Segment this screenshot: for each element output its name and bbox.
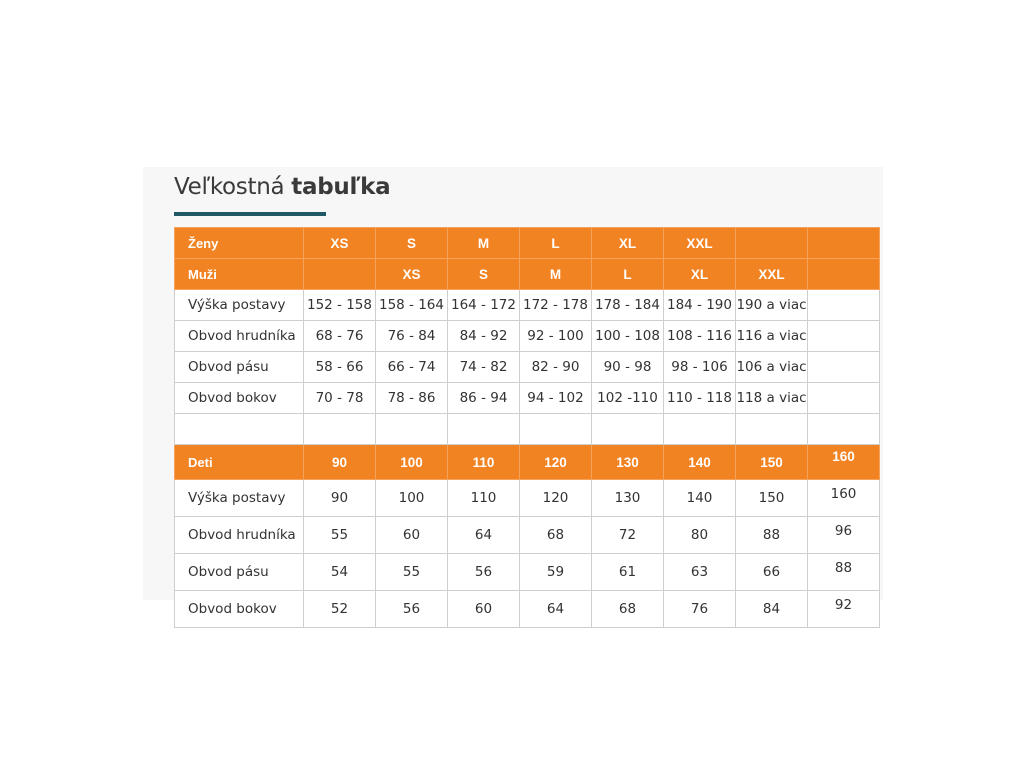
table-cell: 140	[664, 480, 736, 517]
table-cell: 108 - 116	[664, 321, 736, 352]
table-cell: 120	[520, 480, 592, 517]
table-cell: 68 - 76	[304, 321, 376, 352]
table-cell: 110 - 118	[664, 383, 736, 414]
empty-cell	[175, 414, 304, 445]
table-cell: 54	[304, 554, 376, 591]
table-cell: 55	[304, 517, 376, 554]
table-cell: 106 a viac	[736, 352, 808, 383]
row-label: Obvod bokov	[175, 383, 304, 414]
header-cell: XS	[376, 259, 448, 290]
table-cell: 56	[376, 591, 448, 628]
header-cell: S	[448, 259, 520, 290]
table-cell: 56	[448, 554, 520, 591]
header-cell: L	[520, 228, 592, 259]
table-row	[175, 480, 880, 517]
table-cell: 92 - 100	[520, 321, 592, 352]
header-cell: 110	[448, 445, 520, 480]
table-cell: 60	[376, 517, 448, 554]
row-label: Obvod hrudníka	[175, 321, 304, 352]
header-row-men	[175, 259, 880, 290]
table-cell	[808, 352, 880, 383]
table-cell: 78 - 86	[376, 383, 448, 414]
table-cell: 70 - 78	[304, 383, 376, 414]
header-label-women: Ženy	[175, 228, 304, 259]
table-row	[175, 554, 880, 591]
table-cell: 52	[304, 591, 376, 628]
table-cell: 84	[736, 591, 808, 628]
table-cell: 68	[520, 517, 592, 554]
table-cell: 72	[592, 517, 664, 554]
empty-cell	[808, 414, 880, 445]
empty-cell	[448, 414, 520, 445]
table-row	[175, 352, 880, 383]
table-cell: 150	[736, 480, 808, 517]
header-label-kids: Deti	[175, 445, 304, 480]
header-cell: XXL	[664, 228, 736, 259]
table-row	[175, 321, 880, 352]
table-cell: 178 - 184	[592, 290, 664, 321]
row-label: Výška postavy	[175, 290, 304, 321]
table-cell: 96	[808, 517, 880, 554]
table-cell: 68	[592, 591, 664, 628]
spacer-row	[175, 414, 880, 445]
header-cell: 150	[736, 445, 808, 480]
table-cell: 84 - 92	[448, 321, 520, 352]
header-cell	[808, 228, 880, 259]
table-cell: 92	[808, 591, 880, 628]
table-cell: 66	[736, 554, 808, 591]
table-cell: 190 a viac	[736, 290, 808, 321]
table-cell: 94 - 102	[520, 383, 592, 414]
table-row	[175, 383, 880, 414]
header-row-kids	[175, 445, 880, 480]
table-cell: 98 - 106	[664, 352, 736, 383]
table-cell: 130	[592, 480, 664, 517]
table-cell: 61	[592, 554, 664, 591]
row-label: Obvod pásu	[175, 352, 304, 383]
header-cell: 120	[520, 445, 592, 480]
table-cell: 64	[520, 591, 592, 628]
table-cell: 172 - 178	[520, 290, 592, 321]
title-bold: tabuľka	[291, 174, 391, 200]
title-light: Veľkostná	[174, 174, 285, 200]
header-cell: L	[592, 259, 664, 290]
table-cell: 74 - 82	[448, 352, 520, 383]
header-cell: XL	[592, 228, 664, 259]
table-cell: 100 - 108	[592, 321, 664, 352]
row-label: Obvod bokov	[175, 591, 304, 628]
table-cell: 66 - 74	[376, 352, 448, 383]
header-cell: M	[520, 259, 592, 290]
header-cell	[736, 228, 808, 259]
table-cell: 76	[664, 591, 736, 628]
table-cell: 80	[664, 517, 736, 554]
table-cell: 158 - 164	[376, 290, 448, 321]
empty-cell	[736, 414, 808, 445]
title-underline	[174, 212, 326, 216]
table-cell: 90 - 98	[592, 352, 664, 383]
empty-cell	[304, 414, 376, 445]
table-row	[175, 591, 880, 628]
table-cell: 100	[376, 480, 448, 517]
header-cell: 100	[376, 445, 448, 480]
table-row	[175, 290, 880, 321]
header-cell	[808, 259, 880, 290]
table-cell: 116 a viac	[736, 321, 808, 352]
header-cell: 90	[304, 445, 376, 480]
table-cell: 63	[664, 554, 736, 591]
table-cell: 152 - 158	[304, 290, 376, 321]
table-cell	[808, 290, 880, 321]
header-cell	[304, 259, 376, 290]
table-cell: 59	[520, 554, 592, 591]
header-cell: XL	[664, 259, 736, 290]
table-cell: 102 -110	[592, 383, 664, 414]
row-label: Výška postavy	[175, 480, 304, 517]
table-cell: 55	[376, 554, 448, 591]
header-cell: S	[376, 228, 448, 259]
table-cell: 164 - 172	[448, 290, 520, 321]
header-cell: 160	[808, 445, 880, 480]
empty-cell	[592, 414, 664, 445]
empty-cell	[520, 414, 592, 445]
table-row	[175, 517, 880, 554]
empty-cell	[664, 414, 736, 445]
header-cell: 130	[592, 445, 664, 480]
page-title	[174, 174, 390, 200]
table-cell	[808, 321, 880, 352]
table-cell: 184 - 190	[664, 290, 736, 321]
table-cell: 88	[736, 517, 808, 554]
table-cell: 76 - 84	[376, 321, 448, 352]
size-table	[174, 227, 880, 628]
header-cell: XS	[304, 228, 376, 259]
row-label: Obvod hrudníka	[175, 517, 304, 554]
table-cell: 160	[808, 480, 880, 517]
table-cell: 118 a viac	[736, 383, 808, 414]
header-cell: 140	[664, 445, 736, 480]
table-cell: 60	[448, 591, 520, 628]
table-cell: 82 - 90	[520, 352, 592, 383]
header-label-men: Muži	[175, 259, 304, 290]
table-cell: 58 - 66	[304, 352, 376, 383]
table-cell: 90	[304, 480, 376, 517]
row-label: Obvod pásu	[175, 554, 304, 591]
table-cell: 64	[448, 517, 520, 554]
header-row-women	[175, 228, 880, 259]
header-cell: XXL	[736, 259, 808, 290]
table-cell: 110	[448, 480, 520, 517]
header-cell: M	[448, 228, 520, 259]
table-cell: 88	[808, 554, 880, 591]
table-cell: 86 - 94	[448, 383, 520, 414]
empty-cell	[376, 414, 448, 445]
table-cell	[808, 383, 880, 414]
